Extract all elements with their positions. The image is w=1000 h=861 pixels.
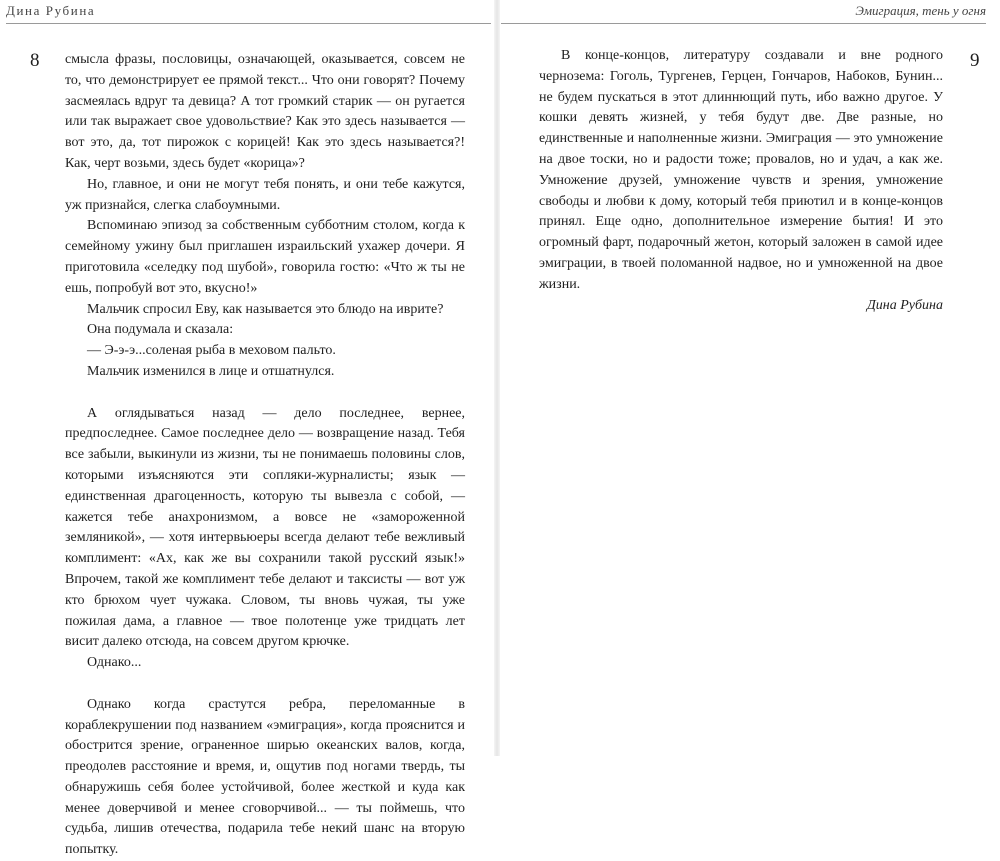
header-rule xyxy=(501,23,986,24)
body-text xyxy=(539,46,943,316)
paragraph: Однако когда срастутся ребра, переломанные в кораблекрушении под названием «эмиграция», когда прояснится и обострится зрение, ограненное ширью океанских валов, когда, преодолев расстояние и время, и, ощутив под ногами твердь, ты обнаружишь себя более устойчивой, более жесткой и куда как менее доверчивой и менее сговорчивой... — ты поймешь, что судьба, лишив отечества, подарила тебе некий шанс на вторую попытку. xyxy=(65,696,465,858)
page-number: 9 xyxy=(970,50,980,71)
paragraph: Она подумала и сказала: xyxy=(87,322,234,338)
paragraph: Но, главное, и они не могут тебя понять, и они тебе кажутся, уж признайся, слегка слабоумными. xyxy=(65,176,465,213)
paragraph: Однако... xyxy=(87,655,142,671)
author-signature: Дина Рубина xyxy=(866,297,943,313)
body-text xyxy=(65,50,465,861)
left-page xyxy=(0,0,497,858)
paragraph: А оглядываться назад — дело последнее, вернее, предпоследнее. Самое последнее дело — возвращение назад. Тебя все забыли, выкинули из жизни, ты не понимаешь половины слов, которыми изъясняются эти сопляки-журналисты; язык — единственная драгоценность, которую ты вывезла с собой, — кажется тебе анахронизмом, а вовсе не «замороженной земляникой», — хотя интервьюеры всегда делают тебе вежливый комплимент: «Ах, как же вы сохранили такой русский язык!» Впрочем, такой же комплимент тебе делают и таксисты — вот уж кто брюхом чует чужака. Словом, ты вновь чужая, ты уже пожилая дама, а главное — твое полотенце уже тридцать лет висит далеко отсюда, на совсем другом крючке. xyxy=(65,405,465,650)
running-head-author: Дина Рубина xyxy=(6,3,96,18)
paragraph: Вспоминаю эпизод за собственным субботним столом, когда к семейному ужину был приглашен израильский ухажер дочери. Я приготовила «селедку под шубой», говорила гостю: «Что ж ты не ешь, попробуй вот это, вкусно!» xyxy=(65,218,465,296)
running-head-title: Эмиграция, тень у огня xyxy=(855,3,986,18)
paragraph: Мальчик спросил Еву, как называется это блюдо на иврите? xyxy=(87,301,444,317)
paragraph: В конце-концов, литературу создавали и вне родного чернозема: Гоголь, Тургенев, Герцен, Гончаров, Набоков, Бунин... не будем пускаться в этот длиннющий путь, ибо важно другое. У кошки девять жизней, у тебя будут две. Две разные, но единственные и наполненные жизни. Эмиграция — это умножение на двое тоски, но и радости тоже; провалов, но и удач, а как же. Умножение друзей, умножение чувств и зрения, умножение свободы и любви к дому, который тебя приютил и в конце-концов принял. Еще одно, дополнительное измерение бытия! И это огромный фарт, подарочный жетон, который заложен в самой идее эмиграции, в твоей поломанной надвое, но и умноженной на двое жизни. xyxy=(539,48,943,292)
paragraph: смысла фразы, пословицы, означающей, оказывается, совсем не то, что демонстрирует ее прямой текст... Что они говорят? Почему засмеялась вдруг та девица? А тот громкий старик — он ругается или так выражает свое удовольствие? Как это здесь называется — вот это, да, тот пирожок с корицей! Как это здесь называется?! Как, черт возьми, здесь будет «корица»? xyxy=(65,52,465,171)
page-number: 8 xyxy=(30,50,40,71)
right-page xyxy=(497,0,1000,756)
paragraph: — Э-э-э...соленая рыба в меховом пальто. xyxy=(87,343,336,359)
paragraph: Мальчик изменился в лице и отшатнулся. xyxy=(87,363,335,379)
header-rule xyxy=(6,23,491,24)
